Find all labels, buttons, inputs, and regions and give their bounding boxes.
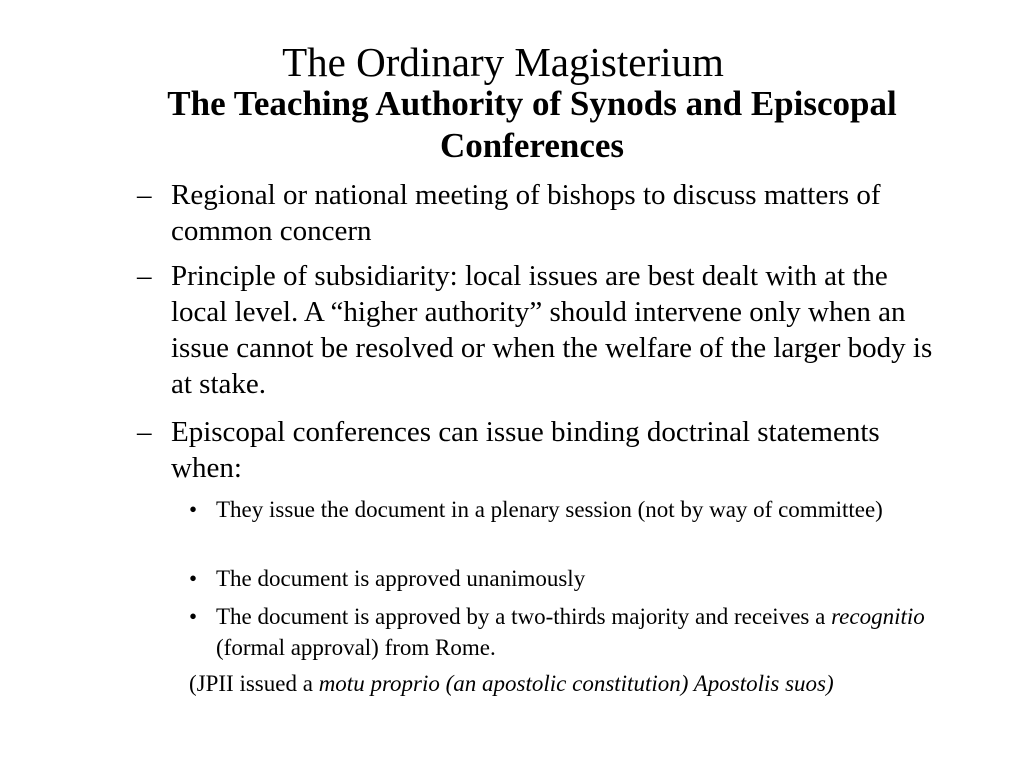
sub-list-item — [189, 601, 946, 663]
dash-bullet: – — [137, 179, 152, 211]
sub-list-item-text: They issue the document in a plenary session (not by way of committee) — [216, 497, 883, 522]
list-item — [137, 414, 951, 486]
slide-title: The Ordinary Magisterium — [282, 39, 724, 85]
sub-list-item — [189, 494, 946, 525]
list-item — [137, 177, 951, 249]
dot-bullet: • — [189, 604, 198, 629]
footnote-prefix: (JPII issued a — [189, 671, 319, 696]
text-segment: (formal approval) from Rome. — [216, 635, 496, 660]
sub-list-item — [189, 563, 946, 594]
slide-subtitle: The Teaching Authority of Synods and Episcopal Conferences — [167, 84, 897, 165]
italic-term: recognitio — [831, 604, 925, 629]
list-item-text: Principle of subsidiarity: local issues are best dealt with at the local level. A “higher authority” should intervene only when an issue cannot be resolved or when the welfare of the larger body is at stake. — [171, 260, 933, 400]
dash-bullet: – — [137, 416, 152, 448]
sub-list-item-text — [216, 604, 925, 660]
text-segment: The document is approved by a two-thirds majority and receives a — [216, 604, 832, 629]
footnote — [189, 668, 969, 699]
dot-bullet: • — [189, 566, 198, 591]
list-item-text: Episcopal conferences can issue binding doctrinal statements when: — [171, 416, 880, 484]
list-item-text: Regional or national meeting of bishops to discuss matters of common concern — [171, 179, 881, 247]
list-item — [137, 258, 951, 402]
sub-list-item-text: The document is approved unanimously — [216, 566, 586, 591]
dash-bullet: – — [137, 260, 152, 292]
dot-bullet: • — [189, 497, 198, 522]
footnote-italic: motu proprio (an apostolic constitution) Apostolis suos) — [318, 671, 834, 696]
